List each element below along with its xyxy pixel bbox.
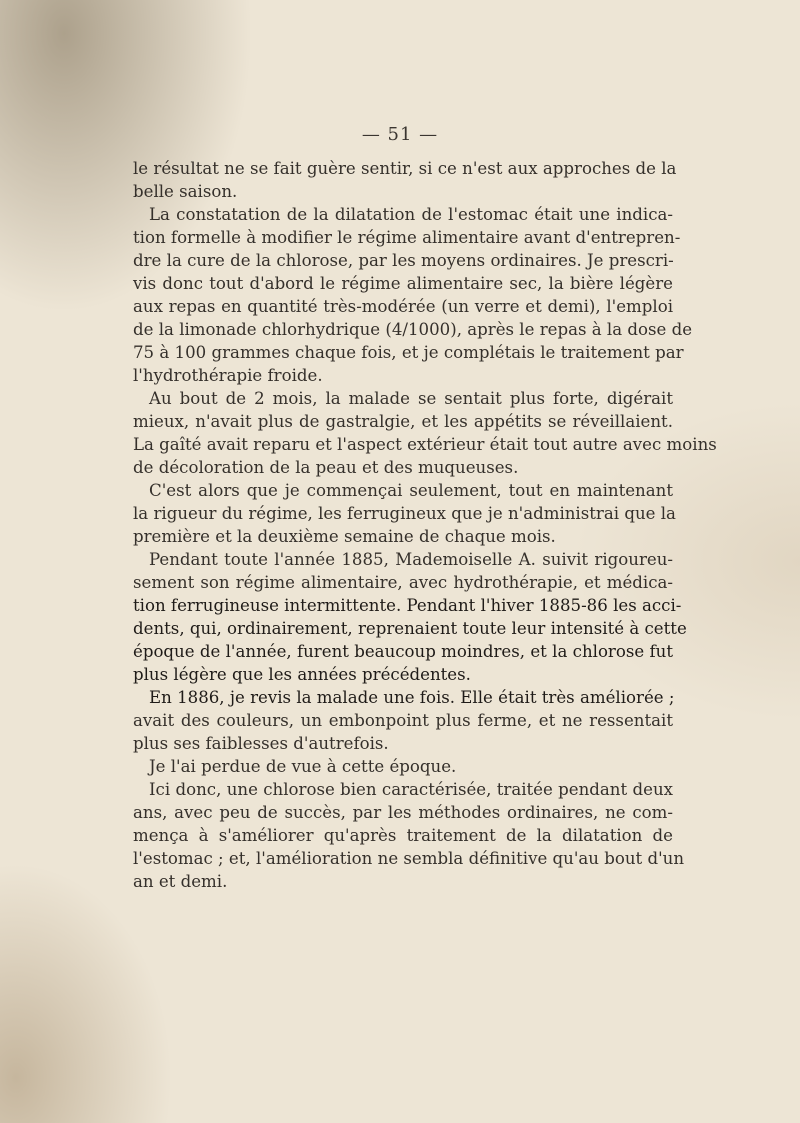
text-line: vis donc tout d'abord le régime alimentaire sec, la bière légère [133, 274, 673, 293]
text-line: plus légère que les années précédentes. [133, 665, 471, 684]
text-line: La constatation de la dilatation de l'estomac était une indica- [149, 205, 673, 224]
text-line: Pendant toute l'année 1885, Mademoiselle A. suivit rigoureu- [149, 550, 673, 569]
text-line: plus ses faiblesses d'autrefois. [133, 734, 389, 753]
body-text [133, 157, 717, 893]
text-line: C'est alors que je commençai seulement, tout en maintenant [149, 481, 673, 500]
text-line: mieux, n'avait plus de gastralgie, et les appétits se réveillaient. [133, 412, 673, 431]
text-line: de décoloration de la peau et des muqueuses. [133, 458, 519, 477]
text-line: tion ferrugineuse intermittente. Pendant l'hiver 1885-86 les acci- [133, 596, 682, 615]
text-line: l'hydrothérapie froide. [133, 366, 323, 385]
text-line: le résultat ne se fait guère sentir, si ce n'est aux approches de la [133, 159, 677, 178]
text-line: première et la deuxième semaine de chaque mois. [133, 527, 556, 546]
text-line: an et demi. [133, 872, 228, 891]
text-line: La gaîté avait reparu et l'aspect extérieur était tout autre avec moins [133, 435, 717, 454]
text-line: aux repas en quantité très-modérée (un verre et demi), l'emploi [133, 297, 673, 316]
text-line: ans, avec peu de succès, par les méthodes ordinaires, ne com- [133, 803, 673, 822]
text-line: mença à s'améliorer qu'après traitement de la dilatation de [133, 826, 673, 845]
text-line: époque de l'année, furent beaucoup moindres, et la chlorose fut [133, 642, 673, 661]
text-line: avait des couleurs, un embonpoint plus ferme, et ne ressentait [133, 711, 673, 730]
text-line: tion formelle à modifier le régime alimentaire avant d'entrepren- [133, 228, 681, 247]
text-line: Je l'ai perdue de vue à cette époque. [149, 757, 457, 776]
text-line: sement son régime alimentaire, avec hydrothérapie, et médica- [133, 573, 673, 592]
text-line: la rigueur du régime, les ferrugineux que je n'administrai que la [133, 504, 676, 523]
text-line: belle saison. [133, 182, 238, 201]
text-line: dre la cure de la chlorose, par les moyens ordinaires. Je prescri- [133, 251, 674, 270]
text-line: dents, qui, ordinairement, reprenaient toute leur intensité à cette [133, 619, 687, 638]
text-line: de la limonade chlorhydrique (4/1000), après le repas à la dose de [133, 320, 693, 339]
text-line: l'estomac ; et, l'amélioration ne sembla définitive qu'au bout d'un [133, 849, 685, 868]
page-number: — 51 — [361, 124, 439, 145]
text-line: Au bout de 2 mois, la malade se sentait plus forte, digérait [149, 389, 673, 408]
text-line: En 1886, je revis la malade une fois. Elle était très améliorée ; [149, 688, 675, 707]
text-line: Ici donc, une chlorose bien caractérisée, traitée pendant deux [149, 780, 673, 799]
text-line: 75 à 100 grammes chaque fois, et je complétais le traitement par [133, 343, 684, 362]
